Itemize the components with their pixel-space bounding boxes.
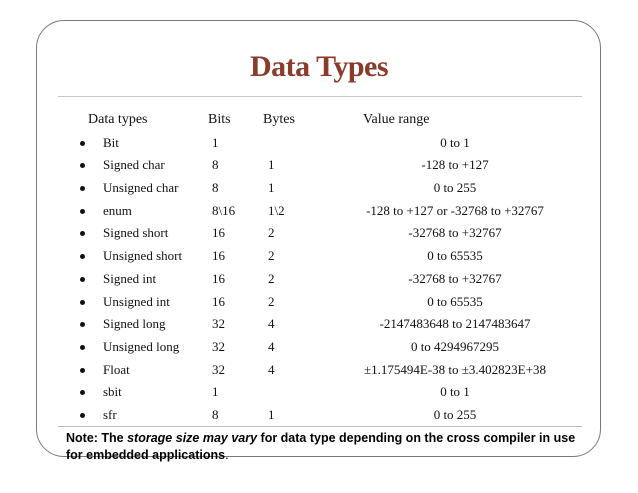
data-type-cell: Signed long (103, 316, 166, 332)
bullet-icon (80, 163, 85, 168)
data-type-cell: Signed int (103, 270, 157, 286)
bits-cell: 32 (212, 361, 225, 377)
bits-cell: 32 (212, 338, 225, 354)
bytes-cell: 1 (268, 157, 275, 173)
value-range-cell: 0 to 1 (440, 134, 470, 150)
bullet-icon (80, 368, 85, 373)
bullet-icon (80, 231, 85, 236)
table-row (58, 177, 582, 200)
data-type-cell: Unsigned char (103, 180, 179, 196)
bits-cell: 32 (212, 316, 225, 332)
bytes-cell: 4 (268, 361, 275, 377)
table-row (58, 154, 582, 177)
data-type-cell: Unsigned long (103, 338, 180, 354)
footnote-emphasis: storage size may vary (127, 431, 258, 445)
bullet-icon (80, 345, 85, 350)
value-range-cell: 0 to 255 (433, 406, 477, 422)
footnote (66, 430, 586, 464)
bits-cell: 8 (212, 180, 219, 196)
bytes-cell: 1 (268, 406, 275, 422)
bullet-icon (80, 390, 85, 395)
table-row (58, 268, 582, 291)
bits-cell: 16 (212, 248, 225, 264)
table-row (58, 313, 582, 336)
bits-cell: 16 (212, 225, 225, 241)
value-range-cell: 0 to 4294967295 (410, 338, 500, 354)
value-range-cell: 0 to 1 (440, 384, 470, 400)
table-row (58, 381, 582, 404)
table-header-row (58, 109, 582, 132)
data-type-cell: sbit (103, 384, 122, 400)
bullet-icon (80, 277, 85, 282)
data-type-cell: Float (103, 361, 130, 377)
bullet-icon (80, 254, 85, 259)
table-row (58, 404, 582, 427)
value-range-cell: -32768 to +32767 (408, 270, 502, 286)
footnote-prefix: Note: The (66, 431, 128, 445)
value-range-cell: ±1.175494E-38 to ±3.402823E+38 (364, 361, 546, 377)
data-type-cell: Unsigned short (103, 248, 183, 264)
value-range-cell: -128 to +127 or -32768 to +32767 (366, 202, 544, 218)
bits-cell: 1 (212, 134, 219, 150)
data-types-table (58, 109, 582, 427)
table-row (58, 245, 582, 268)
bits-cell: 1 (212, 384, 219, 400)
bullet-icon (80, 186, 85, 191)
table-row (58, 291, 582, 314)
table-row (58, 336, 582, 359)
bullet-icon (80, 141, 85, 146)
value-range-cell: 0 to 255 (433, 180, 477, 196)
bullet-icon (80, 209, 85, 214)
value-range-cell: 0 to 65535 (427, 248, 483, 264)
table-body (58, 132, 582, 427)
bullet-icon (80, 322, 85, 327)
bullet-icon (80, 300, 85, 305)
table-top-rule (58, 96, 582, 97)
bytes-cell: 1 (268, 180, 275, 196)
bytes-cell: 4 (268, 316, 275, 332)
footnote-end: . (225, 448, 229, 462)
table-row (58, 222, 582, 245)
data-type-cell: Unsigned int (103, 293, 170, 309)
value-range-cell: -32768 to +32767 (408, 225, 502, 241)
slide-title: Data Types (249, 50, 389, 83)
table-row (58, 200, 582, 223)
bytes-cell: 1\2 (268, 202, 285, 218)
bytes-cell: 2 (268, 293, 275, 309)
bits-cell: 8\16 (212, 202, 236, 218)
table-bottom-rule (58, 426, 582, 427)
data-type-cell: sfr (103, 406, 117, 422)
data-type-cell: enum (103, 202, 132, 218)
bits-cell: 8 (212, 406, 219, 422)
bullet-icon (80, 413, 85, 418)
bits-cell: 8 (212, 157, 219, 173)
table-row (58, 132, 582, 155)
data-type-cell: Signed short (103, 225, 169, 241)
value-range-cell: 0 to 65535 (427, 293, 483, 309)
header-bytes: Bytes (263, 112, 295, 127)
data-type-cell: Signed char (103, 157, 165, 173)
header-bits: Bits (208, 112, 231, 127)
bytes-cell: 2 (268, 225, 275, 241)
footnote-suffix: for data type depending on the cross compiler in use for embedded applications (66, 431, 576, 462)
bytes-cell: 2 (268, 270, 275, 286)
table-row (58, 359, 582, 382)
bytes-cell: 4 (268, 338, 275, 354)
bits-cell: 16 (212, 270, 225, 286)
bits-cell: 16 (212, 293, 225, 309)
value-range-cell: -128 to +127 (421, 157, 489, 173)
value-range-cell: -2147483648 to 2147483647 (379, 316, 531, 332)
bytes-cell: 2 (268, 248, 275, 264)
data-type-cell: Bit (103, 134, 119, 150)
header-value-range: Value range (363, 112, 430, 127)
header-data-types: Data types (88, 112, 148, 127)
